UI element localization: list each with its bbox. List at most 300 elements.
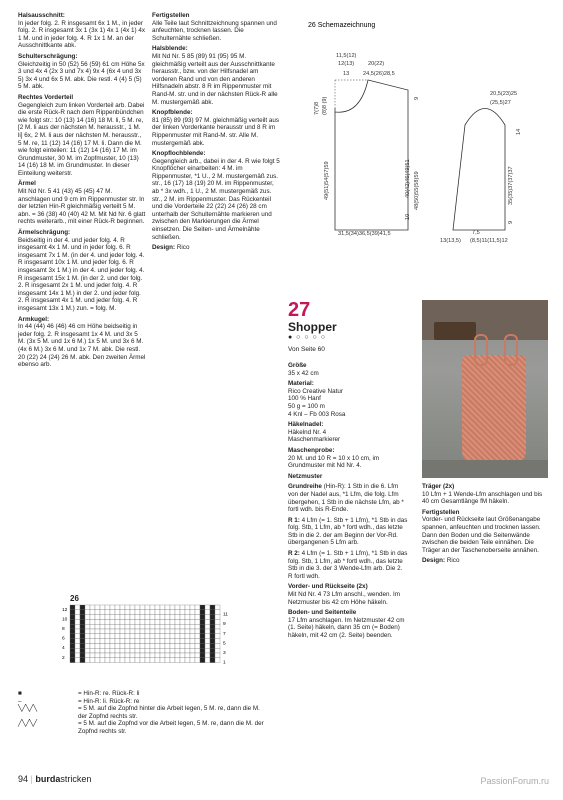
chart-cell [85, 624, 90, 629]
chart-cell [130, 648, 135, 653]
chart-cell [140, 648, 145, 653]
chart-cell [80, 629, 85, 634]
chart-cell [175, 639, 180, 644]
chart-cell [175, 648, 180, 653]
chart-row-label-right: 11 [223, 612, 228, 618]
chart-cell [210, 658, 215, 663]
brand-bold: burda [35, 774, 61, 784]
chart-cell [150, 619, 155, 624]
chart-cell [205, 619, 210, 624]
chart-cell [180, 615, 185, 620]
chart-cell [75, 634, 80, 639]
chart-cell [215, 624, 220, 629]
chart-cell [165, 615, 170, 620]
chart-cell [100, 658, 105, 663]
chart-cell [70, 639, 75, 644]
legend-symbol-knit: ■ [18, 690, 22, 697]
chart-cell [175, 658, 180, 663]
project-number: 27 [288, 299, 311, 321]
chart-cell [185, 619, 190, 624]
chart-cell [80, 605, 85, 610]
block-text: 17 Lfm anschlagen. Im Netzmuster 42 cm (1. Seite) häkeln, dann 35 cm (= Boden) häkeln, mit 42 cm (2. Seite) beenden. [288, 616, 405, 639]
chart-cell [165, 619, 170, 624]
chart-cell [130, 634, 135, 639]
chart-cell [75, 643, 80, 648]
chart-cell [100, 653, 105, 658]
dim-body-top-3: 13 [343, 71, 350, 77]
chart-cell [110, 658, 115, 663]
chart-cell [75, 610, 80, 615]
chart-cell [190, 658, 195, 663]
dim-body-right-2: 10 [405, 213, 411, 220]
chart-cell [190, 648, 195, 653]
chart-cell [145, 619, 150, 624]
chart-cell [190, 615, 195, 620]
chart-cell [110, 634, 115, 639]
block-text: Rico Creative Natur 100 % Hanf 50 g = 100 m 4 Knl – Fb 003 Rosa [288, 387, 346, 418]
chart-cell [160, 619, 165, 624]
chart-cell [95, 653, 100, 658]
chart-cell [90, 629, 95, 634]
chart-cell [210, 648, 215, 653]
chart-cell [95, 639, 100, 644]
brand-rest: stricken [60, 774, 92, 784]
chart-cell [125, 653, 130, 658]
chart-cell [185, 624, 190, 629]
block-heading: Material: [288, 380, 314, 388]
chart-cell [145, 634, 150, 639]
chart-cell [140, 653, 145, 658]
dim-sleeve-bottom-0: 13(13,5) [440, 238, 461, 244]
block-heading: Halsausschnitt: [18, 12, 65, 19]
knitting-chart [60, 603, 240, 665]
chart-cell [115, 619, 120, 624]
chart-cell [90, 605, 95, 610]
legend-row-4: ╱╲╱╲╱ = 5 M. auf die Zopfnd vor die Arbeit legen, 5 M. re, dann die M. der Zopfnd rechts str. [18, 720, 264, 735]
block-heading: Rechtes Vorderteil [18, 93, 74, 101]
chart-cell [170, 648, 175, 653]
chart-cell [85, 605, 90, 610]
chart-cell [170, 643, 175, 648]
chart-cell [95, 658, 100, 663]
chart-cell [95, 624, 100, 629]
chart-cell [175, 610, 180, 615]
chart-cell [145, 643, 150, 648]
chart-cell [100, 605, 105, 610]
block-heading: Ärmelschrägung: [18, 229, 71, 237]
chart-cell [90, 658, 95, 663]
block-heading: Knopflochblende: [152, 150, 206, 158]
chart-cell [115, 639, 120, 644]
sleeve-outline [453, 109, 505, 231]
block-text: Mit Nd Nr. 5 85 (89) 91 (95) 95 M. gleichmäßig verteilt aus der Ausschnittkante herausstr., bzw. von der Hilfsnadel am vorderen Rand und von den anderen Hilfsnadeln abstr. 8 R im Rippenmuster mit Rand-M. str. und in der nächsten Rück-R alle M. mustergemäß abk. [152, 52, 278, 106]
chart-cell [125, 615, 130, 620]
chart-cell [130, 615, 135, 620]
chart-cell [165, 639, 170, 644]
chart-cell [210, 610, 215, 615]
dim-sleeve-top-0: 20,5(23)25 [490, 91, 518, 97]
chart-cell [95, 648, 100, 653]
col3-block [288, 550, 408, 580]
chart-cell [70, 624, 75, 629]
chart-label: 26 [70, 594, 79, 603]
chart-cell [135, 648, 140, 653]
col3-block [288, 609, 408, 639]
chart-cell [85, 653, 90, 658]
col2-block [152, 150, 280, 241]
chart-cell [140, 658, 145, 663]
chart-cell [210, 639, 215, 644]
chart-cell [100, 610, 105, 615]
chart-cell [135, 605, 140, 610]
chart-cell [180, 643, 185, 648]
block-heading: Halsblende: [152, 45, 188, 53]
chart-cell [155, 629, 160, 634]
chart-cell [75, 658, 80, 663]
col3-block [288, 517, 408, 547]
dim-sleeve-bottom-2: (8,5)11(11,5)12 [470, 238, 508, 244]
chart-cell [70, 605, 75, 610]
chart-cell [90, 619, 95, 624]
chart-cell [75, 619, 80, 624]
chart-cell [200, 653, 205, 658]
chart-cell [180, 605, 185, 610]
chart-cell [70, 615, 75, 620]
chart-cell [180, 610, 185, 615]
chart-cell [195, 648, 200, 653]
block-text: Mit Nd Nr. 4 73 Lfm anschl., wenden. Im Netzmuster bis 42 cm Höhe häkeln. [288, 591, 400, 606]
legend-symbol-purl: – [18, 697, 22, 705]
chart-cell [85, 658, 90, 663]
chart-row-label-left: 4 [62, 646, 65, 652]
chart-cell [115, 629, 120, 634]
chart-cell [210, 643, 215, 648]
chart-cell [155, 619, 160, 624]
chart-cell [150, 624, 155, 629]
dim-sleeve-right-0: 14 [516, 128, 522, 135]
legend-symbol-cable-front: ╱╲╱╲╱ [18, 720, 37, 728]
chart-cell [200, 658, 205, 663]
shopper-photo [422, 300, 548, 478]
block-text: Mit Nd Nr. 5 41 (43) 45 (45) 47 M. anschlagen und 9 cm im Rippenmuster str. In der letzten Hin-R gleichmäßig verteilt 5 M. abn. = 36 (38) 40 (40) 42 M. Mit Nd Nr. 6 glatt rechts weiterarb., mit einer Rück-R beginnen. [18, 188, 146, 226]
block-text: 81 (85) 89 (93) 97 M. gleichmäßig verteilt aus der linken Vorderkante herausstr und 8 R im Rippenmuster mit Rand-M. str. Alle M. mustergemäß abk. [152, 116, 280, 147]
chart-cell [70, 648, 75, 653]
chart-cell [150, 658, 155, 663]
chart-cell [80, 648, 85, 653]
chart-cell [95, 615, 100, 620]
chart-cell [105, 643, 110, 648]
chart-cell [150, 629, 155, 634]
chart-cell [170, 610, 175, 615]
chart-cell [210, 619, 215, 624]
chart-cell [105, 629, 110, 634]
chart-cell [170, 658, 175, 663]
chart-cell [210, 615, 215, 620]
chart-cell [165, 658, 170, 663]
chart-cell [175, 643, 180, 648]
chart-cell [190, 653, 195, 658]
chart-cell [115, 624, 120, 629]
chart-cell [210, 653, 215, 658]
chart-cell [155, 634, 160, 639]
chart-cell [190, 610, 195, 615]
chart-cell [100, 629, 105, 634]
chart-cell [75, 629, 80, 634]
block-heading: R 2: [288, 550, 300, 558]
chart-cell [185, 615, 190, 620]
block-heading: Fertigstellen [152, 12, 190, 19]
page-number: 94 [18, 774, 29, 784]
legend-symbol-cable-back: ╲╱╲╱╲ [18, 705, 37, 713]
chart-cell [100, 619, 105, 624]
chart-cell [75, 605, 80, 610]
chart-cell [105, 619, 110, 624]
chart-cell [130, 610, 135, 615]
chart-cell [165, 648, 170, 653]
chart-cell [70, 629, 75, 634]
chart-cell [110, 619, 115, 624]
chart-cell [95, 634, 100, 639]
chart-cell [200, 624, 205, 629]
chart-cell [170, 605, 175, 610]
block-text: Beidseitig in der 4. und jeder folg. 4. R insgesamt 4x 1 M. und in jeder folg. 6. R insgesamt 7x 1 M. (in der 4. und jeder folg. 4. R insgesamt 10x 1 M. und jeder folg. 6. R insgesamt 3x 1 M.) in der 4. und jeder folg. 4. R insgesamt 15x 1 M. (in der 2. und der folg. 2. R insgesamt 2x 1 M. und jeder folg. 4. R insgesamt 14x 1 M.) in der 2. und jeder folg. 2. R insgesamt 4x 1 M. und jeder folg. 4. R insgesamt 13x 1 M.) zun. = folg. M. [18, 236, 145, 312]
block-heading: Größe [288, 362, 307, 369]
chart-cell [175, 624, 180, 629]
legend [18, 690, 278, 736]
chart-cell [100, 639, 105, 644]
chart-cell [80, 610, 85, 615]
block-heading: R 1: [288, 516, 300, 524]
chart-cell [120, 648, 125, 653]
chart-cell [125, 624, 130, 629]
chart-cell [160, 648, 165, 653]
block-heading: Maschenprobe: [288, 446, 335, 454]
chart-cell [115, 615, 120, 620]
block-text: 10 Lfm + 1 Wende-Lfm anschlagen und bis 40 cm Gesamtlänge fM häkeln. [422, 490, 543, 506]
chart-cell [110, 629, 115, 634]
chart-cell [215, 639, 220, 644]
dim-body-mid: 48(50)55(58)59 [414, 171, 420, 210]
chart-cell [180, 624, 185, 629]
chart-cell [185, 653, 190, 658]
chart-cell [210, 634, 215, 639]
chart-cell [160, 610, 165, 615]
col3-block [288, 362, 408, 377]
chart-cell [210, 629, 215, 634]
chart-cell [150, 610, 155, 615]
chart-cell [205, 634, 210, 639]
chart-cell [195, 634, 200, 639]
chart-row-label-left: 10 [62, 617, 68, 623]
chart-cell [195, 615, 200, 620]
chart-cell [175, 634, 180, 639]
chart-cell [105, 653, 110, 658]
chart-cell [205, 653, 210, 658]
chart-cell [165, 634, 170, 639]
chart-cell [90, 653, 95, 658]
chart-row-label-right: 3 [223, 651, 226, 656]
chart-cell [205, 658, 210, 663]
chart-cell [200, 605, 205, 610]
chart-cell [135, 658, 140, 663]
legend-row-3: ╲╱╲╱╲ = 5 M. auf die Zopfnd hinter die Arbeit legen, 5 M. re, dann die M. der Zopfnd rechts str. [18, 705, 260, 720]
chart-cell [180, 658, 185, 663]
dim-body-top-0: 11,5(12) [336, 53, 357, 59]
chart-cell [110, 653, 115, 658]
chart-cell [95, 605, 100, 610]
chart-cell [180, 639, 185, 644]
block-text: 4 Lfm (= 1. Stb + 1 Lfm), *1 Stb in das folg. Stb, 1 Lfm, ab * fortl wdh., das letzte Stb in die 3. der 3 Wende-Lfm arb. Die 2. R fortl wdh. [288, 550, 408, 580]
dim-sleeve-top-1: (25,5)27 [490, 100, 511, 106]
chart-cell [100, 643, 105, 648]
chart-cell [170, 629, 175, 634]
chart-cell [85, 643, 90, 648]
chart-cell [140, 610, 145, 615]
chart-cell [190, 624, 195, 629]
chart-cell [135, 624, 140, 629]
column-2 [152, 12, 280, 252]
project-title: Shopper [288, 320, 337, 334]
block-heading: Schulterschrägung: [18, 52, 78, 60]
chart-cell [75, 653, 80, 658]
chart-cell [130, 658, 135, 663]
chart-cell [70, 658, 75, 663]
block-text: 4 Lfm (= 1. Stb + 1 Lfm), *1 Stb in das folg. Stb, 1 Lfm, ab * fortl wdh., das letzte Stb in die 2. der am Beginn der Vor-Rd. übergangenen 5 Lfm arb. [288, 516, 408, 547]
col2-block [152, 109, 280, 147]
chart-cell [125, 634, 130, 639]
chart-cell [170, 639, 175, 644]
chart-cell [160, 643, 165, 648]
block-heading: Armkugel: [18, 315, 50, 323]
chart-cell [145, 610, 150, 615]
block-text: Gegengleich arb., dabei in der 4. R wie folgt 5 Knopflöcher einarbeiten: 4 M. im Rippenmuster, *1 U., 2 M. mustergemäß zus. str., 16 (17) 18 (19) 20 M. im Rippenmuster, ab * 3x wdh., 1 U., 2 M. mustergemäß zus. str., 2 M. im Rippenmuster. Das Rückenteil und die Vorderteile 22 (22) 24 (26) 28 cm unterhalb der Schulternähte markieren und zwischen den Markierungen die Ärmel einsetzen. Die Seiten- und Ärmelnähte schließen. [152, 157, 280, 241]
chart-cell [115, 648, 120, 653]
col3-block [288, 421, 408, 444]
col3-block [288, 380, 408, 418]
chart-cell [85, 639, 90, 644]
block-heading: Boden- und Seitenteile [288, 609, 357, 617]
chart-cell [205, 615, 210, 620]
chart-cell [105, 615, 110, 620]
chart-cell [180, 619, 185, 624]
chart-cell [120, 629, 125, 634]
chart-cell [80, 619, 85, 624]
chart-cell [205, 610, 210, 615]
footer: 94 | burdastricken [18, 774, 92, 784]
chart-cell [140, 615, 145, 620]
chart-cell [170, 634, 175, 639]
chart-cell [175, 653, 180, 658]
chart-cell [110, 643, 115, 648]
chart-cell [80, 624, 85, 629]
chart-cell [130, 639, 135, 644]
chart-cell [115, 658, 120, 663]
chart-cell [165, 653, 170, 658]
chart-cell [125, 639, 130, 644]
chart-cell [110, 624, 115, 629]
chart-cell [125, 619, 130, 624]
chart-cell [185, 643, 190, 648]
dim-body-top-2: 20(22) [368, 61, 385, 67]
chart-cell [140, 634, 145, 639]
col2-block [152, 12, 280, 42]
schematic-label: 26 Schemazeichnung [308, 22, 376, 29]
block-heading: Knopfblende: [152, 109, 193, 117]
chart-cell [200, 610, 205, 615]
chart-cell [110, 605, 115, 610]
chart-cell [215, 619, 220, 624]
dim-sleeve-bottom-1: 7,5 [472, 230, 480, 236]
chart-cell [90, 624, 95, 629]
chart-cell [160, 634, 165, 639]
chart-row-label-left: 2 [62, 655, 65, 661]
chart-cell [210, 624, 215, 629]
chart-cell [90, 648, 95, 653]
chart-cell [215, 629, 220, 634]
chart-cell [130, 629, 135, 634]
chart-cell [120, 643, 125, 648]
col3-block [288, 447, 408, 470]
block-text: Vorder- und Rückseite laut Größenangabe spannen, anfeuchten und trocknen lassen. Dann den Boden und die Seitenwände zwischen die beiden Teile einnähen. Die Träger an der Taschenoberseite annähen. [422, 516, 541, 554]
chart-cell [145, 624, 150, 629]
chart-cell [85, 629, 90, 634]
dim-sleeve-right-2: 9 [508, 220, 514, 224]
chart-cell [95, 610, 100, 615]
block-text: Gleichzeitig in 50 (52) 56 (59) 61 cm Höhe 5x 3 und 4x 4 (2x 3 und 7x 4) 9x 4 (6x 4 und 3x 5) 3x 4 und 6x 5 M. abk. Die restl. 4 (4) 5 (5) 5 M. abk. [18, 60, 145, 91]
chart-cell [100, 634, 105, 639]
column-4 [422, 483, 550, 565]
chart-cell [125, 610, 130, 615]
legend-row-1: ■ = Hin-R: re. Rück-R: li [18, 690, 140, 697]
dim-body-bottom: 31,5(34)36,5(39)41,5 [338, 231, 391, 237]
chart-cell [180, 653, 185, 658]
chart-cell [135, 634, 140, 639]
chart-cell [105, 658, 110, 663]
chart-cell [85, 615, 90, 620]
chart-cell [145, 658, 150, 663]
chart-cell [160, 605, 165, 610]
chart-cell [215, 653, 220, 658]
col1-block [18, 12, 146, 50]
chart-cell [135, 643, 140, 648]
column-1 [18, 12, 146, 369]
chart-cell [150, 639, 155, 644]
block-text: In 44 (44) 46 (46) 46 cm Höhe beidseitig in jeder folg. 2. R insgesamt 1x 4 M. und 3x 5 M. (3x 5 M. und 1x 6 M.) 1x 5 M. und 3x 6 M. (4x 6 M.) 3x 6 M. und 1x 7 M. abk. Die restl. 20 (22) 24 (24) 26 M. abk. Den zweiten Ärmel ebenso arb. [18, 323, 146, 369]
chart-cell [155, 643, 160, 648]
chart-cell [160, 624, 165, 629]
chart-cell [125, 643, 130, 648]
dim-body-left-1: (8)8 (9) [322, 96, 328, 115]
block-heading: Vorder- und Rückseite (2x) [288, 583, 368, 591]
chart-cell [185, 639, 190, 644]
chart-cell [125, 648, 130, 653]
chart-cell [140, 619, 145, 624]
block-text: Gegengleich zum linken Vorderteil arb. Dabei die erste Rück-R nach dem Rippenbündchen wie folgt str.: 10 (13) 14 (16) 18 M. li, 5 M. re, [2 M. li aus der nächsten M. herausstr., 1 M. li] 6x, 2 M. li aus der nächsten M. herausstr., 5 M. re, 11 (12) 14 (16) 17 M. li. Dann die M. wie folgt einteilen: 11 (12) 14 (16) 17 M. im Grundmuster, 30 M. im Zopfmuster, 10 (13) 14 (16) 18 M. im Grundmuster. In dieser Einteilung weiterstr. [18, 101, 145, 177]
chart-cell [195, 629, 200, 634]
chart-cell [85, 634, 90, 639]
legend-row-2: – = Hin-R: li. Rück-R: re [18, 697, 140, 705]
chart-cell [200, 629, 205, 634]
chart-cell [180, 648, 185, 653]
chart-cell [135, 639, 140, 644]
chart-cell [105, 639, 110, 644]
chart-cell [185, 658, 190, 663]
chart-cell [100, 648, 105, 653]
chart-cell [215, 610, 220, 615]
chart-cell [215, 648, 220, 653]
col2-block [152, 244, 280, 252]
chart-cell [155, 605, 160, 610]
